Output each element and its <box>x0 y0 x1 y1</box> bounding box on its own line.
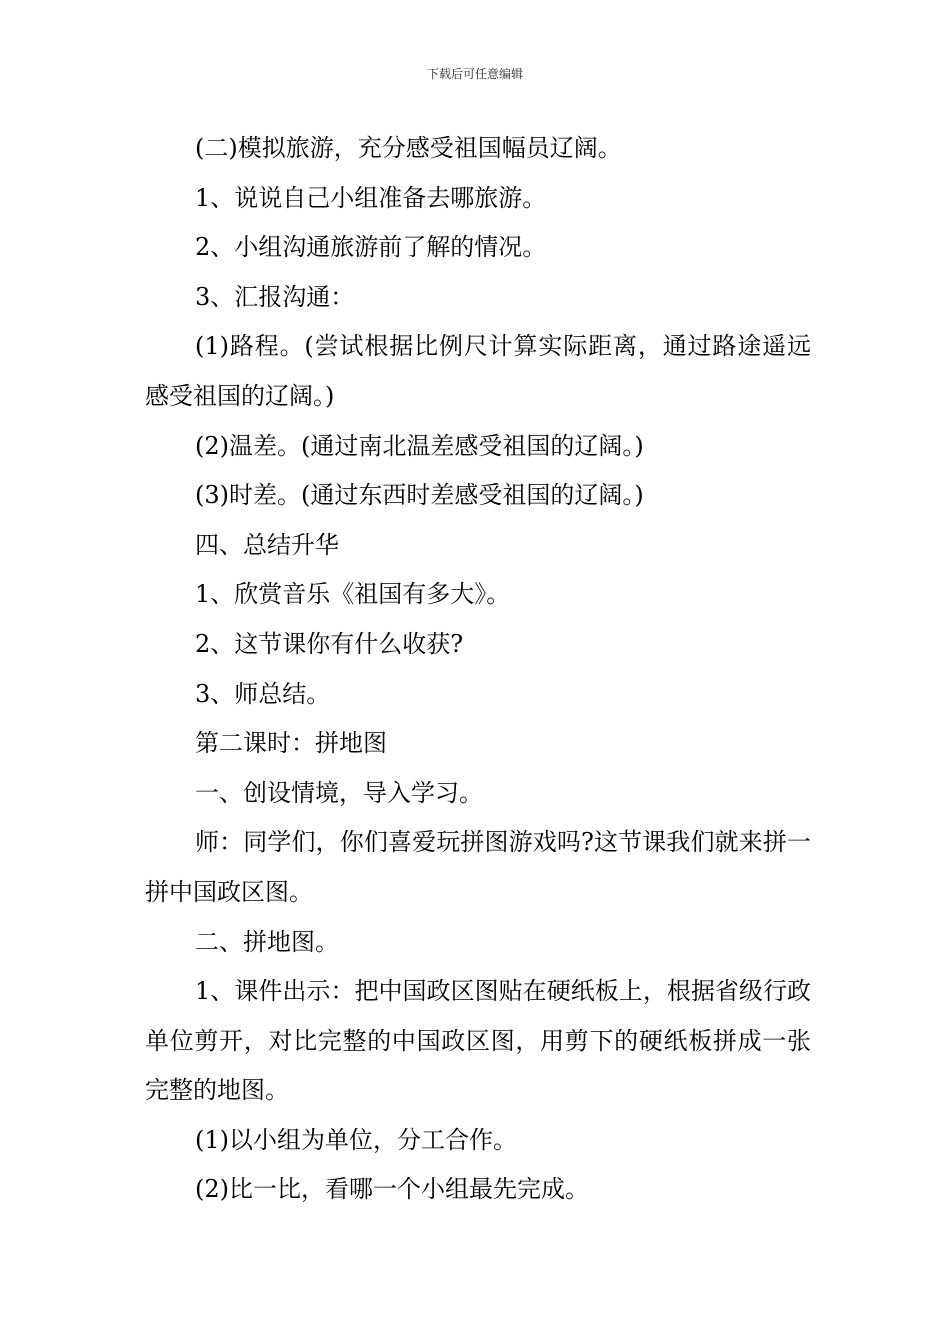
paragraph: (1)以小组为单位，分工合作。 <box>195 1125 517 1154</box>
paragraph: (二)模拟旅游，充分感受祖国幅员辽阔。 <box>195 134 622 162</box>
paragraph: (1)路程。(尝试根据比例尺计算实际距离，通过路途遥远感受祖国的辽阔。) <box>145 332 811 410</box>
page-header: 下载后可任意编辑 <box>426 67 523 81</box>
section-heading: 二、拼地图。 <box>195 927 339 956</box>
paragraph: 2、这节课你有什么收获? <box>195 629 464 658</box>
paragraph: 2、小组沟通旅游前了解的情况。 <box>195 233 547 262</box>
paragraph: 3、师总结。 <box>195 679 331 708</box>
paragraph: 1、说说自己小组准备去哪旅游。 <box>195 183 547 212</box>
paragraph: 1、课件出示：把中国政区图贴在硬纸板上，根据省级行政单位剪开，对比完整的中国政区图，用剪下的硬纸板拼成一张完整的地图。 <box>145 977 811 1105</box>
paragraph: (2)比一比，看哪一个小组最先完成。 <box>195 1175 589 1204</box>
paragraph: (3)时差。(通过东西时差感受祖国的辽阔。) <box>195 481 644 510</box>
document-body <box>145 124 811 1215</box>
paragraph: 1、欣赏音乐《祖国有多大》。 <box>195 580 511 609</box>
paragraph: (2)温差。(通过南北温差感受祖国的辽阔。) <box>195 431 644 460</box>
paragraph: 师：同学们，你们喜爱玩拼图游戏吗?这节课我们就来拼一拼中国政区图。 <box>145 828 811 906</box>
section-heading: 四、总结升华 <box>195 530 339 559</box>
lesson-heading: 第二课时：拼地图 <box>195 729 387 758</box>
paragraph: 3、汇报沟通： <box>195 282 355 311</box>
section-heading: 一、创设情境，导入学习。 <box>195 778 483 807</box>
